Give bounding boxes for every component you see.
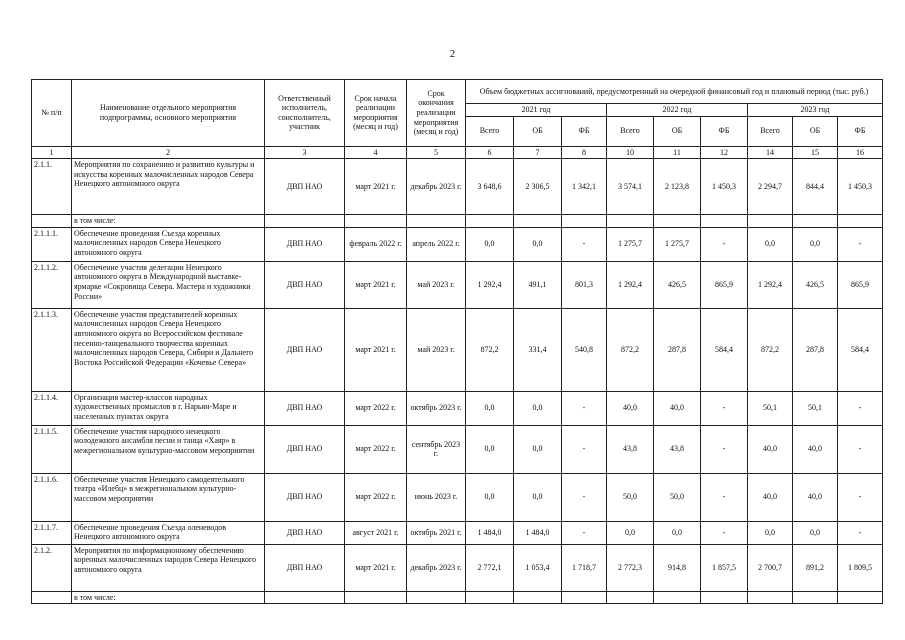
budget-table bbox=[31, 79, 883, 604]
row-name: Обеспечение участия народного ненецкого молодежного ансамбля песни и танца «Хаяр» в межрегиональном культурно-массовом мероприятии bbox=[72, 425, 265, 473]
row-value bbox=[793, 215, 838, 228]
header-sub-ob: ОБ bbox=[654, 116, 701, 146]
row-value: - bbox=[838, 425, 883, 473]
row-value: 0,0 bbox=[466, 227, 514, 261]
row-number: 2.1.1.4. bbox=[32, 391, 72, 425]
row-end: сентябрь 2023 г. bbox=[407, 425, 466, 473]
row-value: 0,0 bbox=[514, 473, 562, 521]
row-end: декабрь 2023 г. bbox=[407, 159, 466, 215]
header-col-no: № п/п bbox=[32, 80, 72, 147]
table-row bbox=[32, 261, 883, 308]
row-value: 3 574,1 bbox=[607, 159, 654, 215]
row-start: февраль 2022 г. bbox=[345, 227, 407, 261]
row-value: - bbox=[701, 391, 748, 425]
row-value: 40,0 bbox=[748, 425, 793, 473]
table-row bbox=[32, 521, 883, 544]
row-responsible bbox=[265, 591, 345, 604]
row-value: 0,0 bbox=[654, 521, 701, 544]
row-name: Мероприятия по информационному обеспечению коренных малочисленных народов Севера Ненецкого автономного округа bbox=[72, 544, 265, 591]
column-index-cell: 3 bbox=[265, 146, 345, 159]
row-value: 40,0 bbox=[748, 473, 793, 521]
row-responsible: ДВП НАО bbox=[265, 227, 345, 261]
row-value: 287,8 bbox=[793, 308, 838, 391]
row-value bbox=[701, 215, 748, 228]
row-value: 426,5 bbox=[793, 261, 838, 308]
column-index-cell: 16 bbox=[838, 146, 883, 159]
row-name: Обеспечение проведения Съезда коренных малочисленных народов Севера Ненецкого автономного округа bbox=[72, 227, 265, 261]
column-index-cell: 6 bbox=[466, 146, 514, 159]
row-end bbox=[407, 591, 466, 604]
header-sub-fb: ФБ bbox=[838, 116, 883, 146]
row-name: Обеспечение участия Ненецкого самодеятельного театра «Илебц» в межрегиональном культурно-массовом мероприятии bbox=[72, 473, 265, 521]
row-value: 43,8 bbox=[607, 425, 654, 473]
row-value: 0,0 bbox=[466, 391, 514, 425]
row-number: 2.1.1.7. bbox=[32, 521, 72, 544]
row-number: 2.1.1.6. bbox=[32, 473, 72, 521]
row-value: 40,0 bbox=[793, 425, 838, 473]
row-value: - bbox=[562, 227, 607, 261]
row-value: 1 342,1 bbox=[562, 159, 607, 215]
row-value: - bbox=[562, 425, 607, 473]
header-sub-total: Всего bbox=[466, 116, 514, 146]
row-end: апрель 2022 г. bbox=[407, 227, 466, 261]
header-col-start: Срок начала реализации мероприятия (месяц и год) bbox=[345, 80, 407, 147]
row-number bbox=[32, 591, 72, 604]
row-value: 584,4 bbox=[838, 308, 883, 391]
row-value bbox=[514, 591, 562, 604]
row-value: 50,1 bbox=[748, 391, 793, 425]
row-name: Организация мастер-классов народных художественных промыслов в г. Нарьян-Маре и населенных пунктах округа bbox=[72, 391, 265, 425]
row-value: 1 053,4 bbox=[514, 544, 562, 591]
column-index-cell: 14 bbox=[748, 146, 793, 159]
column-index-row bbox=[32, 146, 883, 159]
row-value: 287,8 bbox=[654, 308, 701, 391]
row-value: 1 292,4 bbox=[466, 261, 514, 308]
column-index-cell: 4 bbox=[345, 146, 407, 159]
row-value: 1 857,5 bbox=[701, 544, 748, 591]
row-name: в том числе: bbox=[72, 215, 265, 228]
row-value: 331,4 bbox=[514, 308, 562, 391]
row-value bbox=[562, 215, 607, 228]
row-value: 2 123,8 bbox=[654, 159, 701, 215]
row-responsible: ДВП НАО bbox=[265, 261, 345, 308]
row-value: 2 772,1 bbox=[466, 544, 514, 591]
row-responsible: ДВП НАО bbox=[265, 473, 345, 521]
row-end bbox=[407, 215, 466, 228]
row-value bbox=[466, 215, 514, 228]
row-value: 1 275,7 bbox=[654, 227, 701, 261]
row-value: - bbox=[562, 391, 607, 425]
row-start: март 2022 г. bbox=[345, 473, 407, 521]
row-value bbox=[838, 591, 883, 604]
row-value bbox=[654, 591, 701, 604]
table-row bbox=[32, 591, 883, 604]
row-value: 865,9 bbox=[701, 261, 748, 308]
row-start: март 2021 г. bbox=[345, 159, 407, 215]
row-value: 2 294,7 bbox=[748, 159, 793, 215]
header-sub-fb: ФБ bbox=[701, 116, 748, 146]
header-sub-fb: ФБ bbox=[562, 116, 607, 146]
row-value: 0,0 bbox=[748, 227, 793, 261]
row-value: 2 700,7 bbox=[748, 544, 793, 591]
row-end: июнь 2023 г. bbox=[407, 473, 466, 521]
row-value: 1 484,0 bbox=[514, 521, 562, 544]
row-name: Обеспечение участия представителей коренных малочисленных народов Севера Ненецкого автономного округа во Всероссийском фестивале песенно-танцевального творчества коренных малочисленных народов Севера, Сибири и Дальнего Востока Российской Федерации «Кочевье Севера» bbox=[72, 308, 265, 391]
row-name: Мероприятия по сохранению и развитию культуры и искусства коренных малочисленных народов Севера Ненецкого автономного округа bbox=[72, 159, 265, 215]
row-name: в том числе: bbox=[72, 591, 265, 604]
column-index-cell: 10 bbox=[607, 146, 654, 159]
row-value bbox=[654, 215, 701, 228]
header-col-name: Наименование отдельного мероприятия подпрограммы, основного мероприятия bbox=[72, 80, 265, 147]
row-value: 540,8 bbox=[562, 308, 607, 391]
row-value: 0,0 bbox=[793, 521, 838, 544]
row-number: 2.1.1. bbox=[32, 159, 72, 215]
row-value: 844,4 bbox=[793, 159, 838, 215]
column-index-cell: 11 bbox=[654, 146, 701, 159]
row-value: 1 484,0 bbox=[466, 521, 514, 544]
row-value: 3 648,6 bbox=[466, 159, 514, 215]
row-end: октябрь 2021 г. bbox=[407, 521, 466, 544]
row-value: - bbox=[701, 227, 748, 261]
row-value: 40,0 bbox=[793, 473, 838, 521]
header-sub-ob: ОБ bbox=[514, 116, 562, 146]
table-row bbox=[32, 544, 883, 591]
row-name: Обеспечение проведения Съезда оленеводов Ненецкого автономного округа bbox=[72, 521, 265, 544]
row-value: - bbox=[838, 473, 883, 521]
column-index-cell: 8 bbox=[562, 146, 607, 159]
row-value: 1 450,3 bbox=[838, 159, 883, 215]
row-value: 0,0 bbox=[793, 227, 838, 261]
row-value bbox=[607, 591, 654, 604]
row-value: - bbox=[701, 521, 748, 544]
row-number bbox=[32, 215, 72, 228]
row-value bbox=[514, 215, 562, 228]
row-value: - bbox=[838, 227, 883, 261]
row-value: - bbox=[562, 521, 607, 544]
row-value: 1 292,4 bbox=[607, 261, 654, 308]
row-value: 0,0 bbox=[466, 473, 514, 521]
table-row bbox=[32, 227, 883, 261]
table-body bbox=[32, 159, 883, 604]
row-value bbox=[701, 591, 748, 604]
header-col-responsible: Ответственный исполнитель, соисполнитель, участник bbox=[265, 80, 345, 147]
row-value: 2 772,3 bbox=[607, 544, 654, 591]
column-index-cell: 15 bbox=[793, 146, 838, 159]
row-value: 1 450,3 bbox=[701, 159, 748, 215]
row-end: май 2023 г. bbox=[407, 308, 466, 391]
table-row bbox=[32, 473, 883, 521]
row-value: 50,0 bbox=[654, 473, 701, 521]
row-start: март 2021 г. bbox=[345, 308, 407, 391]
row-number: 2.1.1.5. bbox=[32, 425, 72, 473]
row-responsible: ДВП НАО bbox=[265, 391, 345, 425]
row-value: 0,0 bbox=[607, 521, 654, 544]
row-value bbox=[607, 215, 654, 228]
table-row bbox=[32, 308, 883, 391]
row-start: март 2021 г. bbox=[345, 261, 407, 308]
table-row bbox=[32, 159, 883, 215]
row-number: 2.1.1.2. bbox=[32, 261, 72, 308]
header-sub-ob: ОБ bbox=[793, 116, 838, 146]
row-value: 2 306,5 bbox=[514, 159, 562, 215]
column-index-cell: 7 bbox=[514, 146, 562, 159]
row-responsible: ДВП НАО bbox=[265, 425, 345, 473]
row-responsible bbox=[265, 215, 345, 228]
row-number: 2.1.1.1. bbox=[32, 227, 72, 261]
row-responsible: ДВП НАО bbox=[265, 159, 345, 215]
row-value: 0,0 bbox=[514, 391, 562, 425]
row-value: 1 809,5 bbox=[838, 544, 883, 591]
row-number: 2.1.1.3. bbox=[32, 308, 72, 391]
row-value: 584,4 bbox=[701, 308, 748, 391]
row-value bbox=[466, 591, 514, 604]
row-value: 872,2 bbox=[748, 308, 793, 391]
row-value: - bbox=[838, 391, 883, 425]
row-value: 872,2 bbox=[466, 308, 514, 391]
row-value: 801,3 bbox=[562, 261, 607, 308]
header-year-2023: 2023 год bbox=[748, 104, 883, 117]
row-end: май 2023 г. bbox=[407, 261, 466, 308]
row-value: - bbox=[562, 473, 607, 521]
row-start: август 2021 г. bbox=[345, 521, 407, 544]
header-col-end: Срок окончания реализации мероприятия (месяц и год) bbox=[407, 80, 466, 147]
row-value: 40,0 bbox=[654, 391, 701, 425]
table-row bbox=[32, 215, 883, 228]
row-value: 0,0 bbox=[514, 425, 562, 473]
row-end: декабрь 2023 г. bbox=[407, 544, 466, 591]
row-responsible: ДВП НАО bbox=[265, 544, 345, 591]
column-index-cell: 12 bbox=[701, 146, 748, 159]
row-value bbox=[838, 215, 883, 228]
header-sub-total: Всего bbox=[607, 116, 654, 146]
row-value bbox=[748, 215, 793, 228]
row-value: 1 292,4 bbox=[748, 261, 793, 308]
row-responsible: ДВП НАО bbox=[265, 308, 345, 391]
column-index-cell: 5 bbox=[407, 146, 466, 159]
row-name: Обеспечение участия делегации Ненецкого автономного округа в Международной выставке-ярмарке «Сокровища Севера. Мастера и художники России» bbox=[72, 261, 265, 308]
row-value: - bbox=[838, 521, 883, 544]
row-value: 426,5 bbox=[654, 261, 701, 308]
row-value: - bbox=[701, 473, 748, 521]
header-year-2021: 2021 год bbox=[466, 104, 607, 117]
row-value: 1 275,7 bbox=[607, 227, 654, 261]
header-year-2022: 2022 год bbox=[607, 104, 748, 117]
row-value: 0,0 bbox=[466, 425, 514, 473]
row-value: 1 718,7 bbox=[562, 544, 607, 591]
row-number: 2.1.2. bbox=[32, 544, 72, 591]
row-value: - bbox=[701, 425, 748, 473]
row-start: март 2022 г. bbox=[345, 391, 407, 425]
row-value: 891,2 bbox=[793, 544, 838, 591]
row-value bbox=[748, 591, 793, 604]
row-start: март 2022 г. bbox=[345, 425, 407, 473]
row-value bbox=[793, 591, 838, 604]
row-value: 914,8 bbox=[654, 544, 701, 591]
row-value: 872,2 bbox=[607, 308, 654, 391]
row-value: 40,0 bbox=[607, 391, 654, 425]
table-row bbox=[32, 391, 883, 425]
row-value: 0,0 bbox=[748, 521, 793, 544]
row-responsible: ДВП НАО bbox=[265, 521, 345, 544]
row-value: 50,0 bbox=[607, 473, 654, 521]
header-sub-total: Всего bbox=[748, 116, 793, 146]
table-row bbox=[32, 425, 883, 473]
row-start bbox=[345, 591, 407, 604]
row-start bbox=[345, 215, 407, 228]
row-value bbox=[562, 591, 607, 604]
row-value: 50,1 bbox=[793, 391, 838, 425]
header-col-budget: Объем бюджетных ассигнований, предусмотренный на очередной финансовый год и плановый период (тыс. руб.) bbox=[466, 80, 883, 104]
row-start: март 2021 г. bbox=[345, 544, 407, 591]
row-value: 0,0 bbox=[514, 227, 562, 261]
row-end: октябрь 2023 г. bbox=[407, 391, 466, 425]
page-number: 2 bbox=[449, 48, 456, 60]
column-index-cell: 2 bbox=[72, 146, 265, 159]
row-value: 43,8 bbox=[654, 425, 701, 473]
column-index-cell: 1 bbox=[32, 146, 72, 159]
row-value: 865,9 bbox=[838, 261, 883, 308]
row-value: 491,1 bbox=[514, 261, 562, 308]
